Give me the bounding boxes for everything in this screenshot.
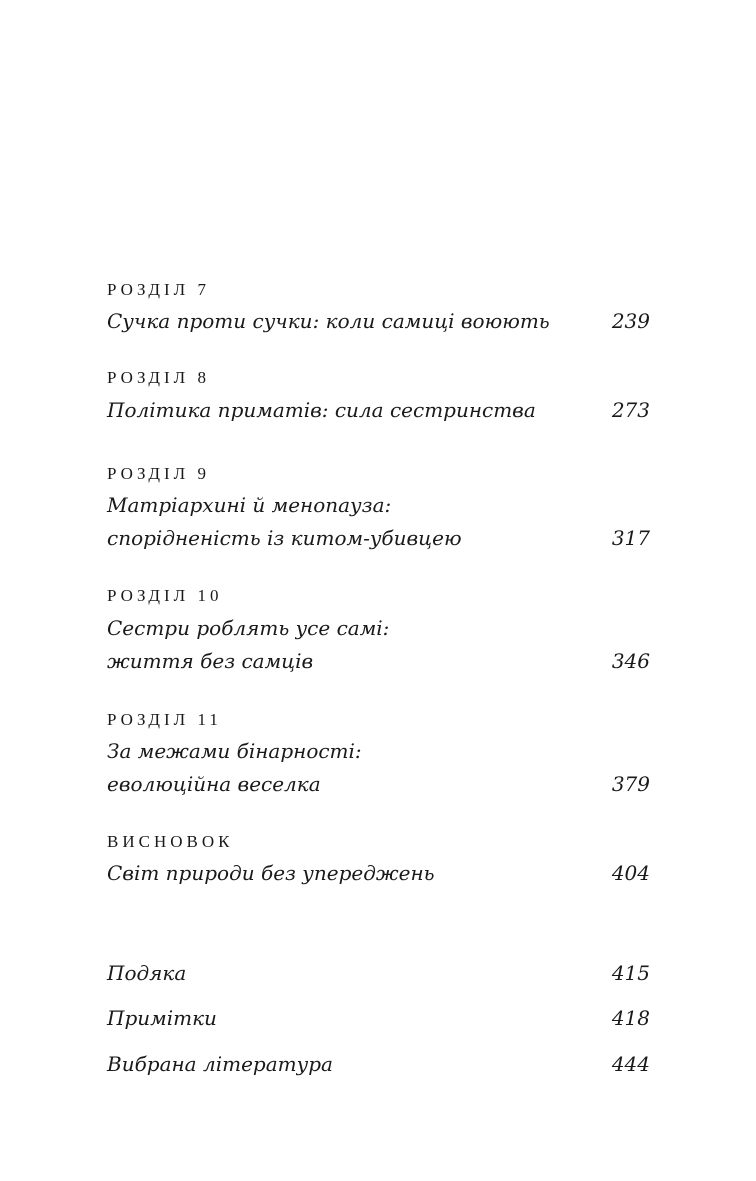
chapter-title: Світ природи без упереджень	[107, 861, 435, 885]
chapter-title: Матріархині й менопауза:	[107, 493, 392, 517]
chapter-11-entry-line-2[interactable]	[107, 770, 650, 798]
chapter-title-continued: спорідненість із китом-убивцею	[107, 526, 462, 550]
bibliography-entry[interactable]	[107, 1050, 650, 1078]
chapter-8-label	[107, 368, 210, 388]
chapter-title: За межами бінарності:	[107, 739, 362, 763]
page-number: 239	[611, 309, 650, 333]
page-number: 317	[611, 526, 650, 550]
chapter-8-entry[interactable]	[107, 396, 650, 424]
chapter-10-entry-line-1[interactable]	[107, 614, 650, 642]
chapter-title: Сестри роблять усе самі:	[107, 616, 390, 640]
conclusion-entry[interactable]	[107, 859, 650, 887]
chapter-title: Політика приматів: сила сестринства	[107, 398, 536, 422]
chapter-label-text: РОЗДІЛ 8	[107, 368, 210, 387]
page-number: 273	[611, 398, 650, 422]
back-matter-title: Вибрана література	[107, 1052, 333, 1076]
chapter-11-label	[107, 710, 222, 730]
chapter-label-text: ВИСНОВОК	[107, 832, 234, 851]
chapter-title-continued: еволюційна веселка	[107, 772, 321, 796]
chapter-9-entry-line-1[interactable]	[107, 491, 650, 519]
chapter-10-label	[107, 586, 222, 606]
notes-entry[interactable]	[107, 1004, 650, 1032]
chapter-label-text: РОЗДІЛ 9	[107, 464, 210, 483]
chapter-11-entry-line-1[interactable]	[107, 737, 650, 765]
table-of-contents	[107, 0, 650, 1181]
page-number: 444	[611, 1052, 650, 1076]
chapter-label-text: РОЗДІЛ 10	[107, 586, 223, 605]
chapter-title: Сучка проти сучки: коли самиці воюють	[107, 309, 550, 333]
page-number: 346	[611, 649, 650, 673]
page-number: 404	[611, 861, 650, 885]
chapter-7-entry[interactable]	[107, 307, 650, 335]
chapter-label-text: РОЗДІЛ 11	[107, 710, 222, 729]
back-matter-title: Примітки	[107, 1006, 217, 1030]
chapter-9-label	[107, 464, 210, 484]
page-number: 415	[611, 961, 650, 985]
chapter-label-text: РОЗДІЛ 7	[107, 280, 210, 299]
chapter-9-entry-line-2[interactable]	[107, 524, 650, 552]
acknowledgements-entry[interactable]	[107, 959, 650, 987]
page-number: 418	[611, 1006, 650, 1030]
back-matter-title: Подяка	[107, 961, 187, 985]
conclusion-label	[107, 832, 233, 852]
chapter-7-label	[107, 280, 210, 300]
page-number: 379	[611, 772, 650, 796]
chapter-10-entry-line-2[interactable]	[107, 647, 650, 675]
chapter-title-continued: життя без самців	[107, 649, 314, 673]
